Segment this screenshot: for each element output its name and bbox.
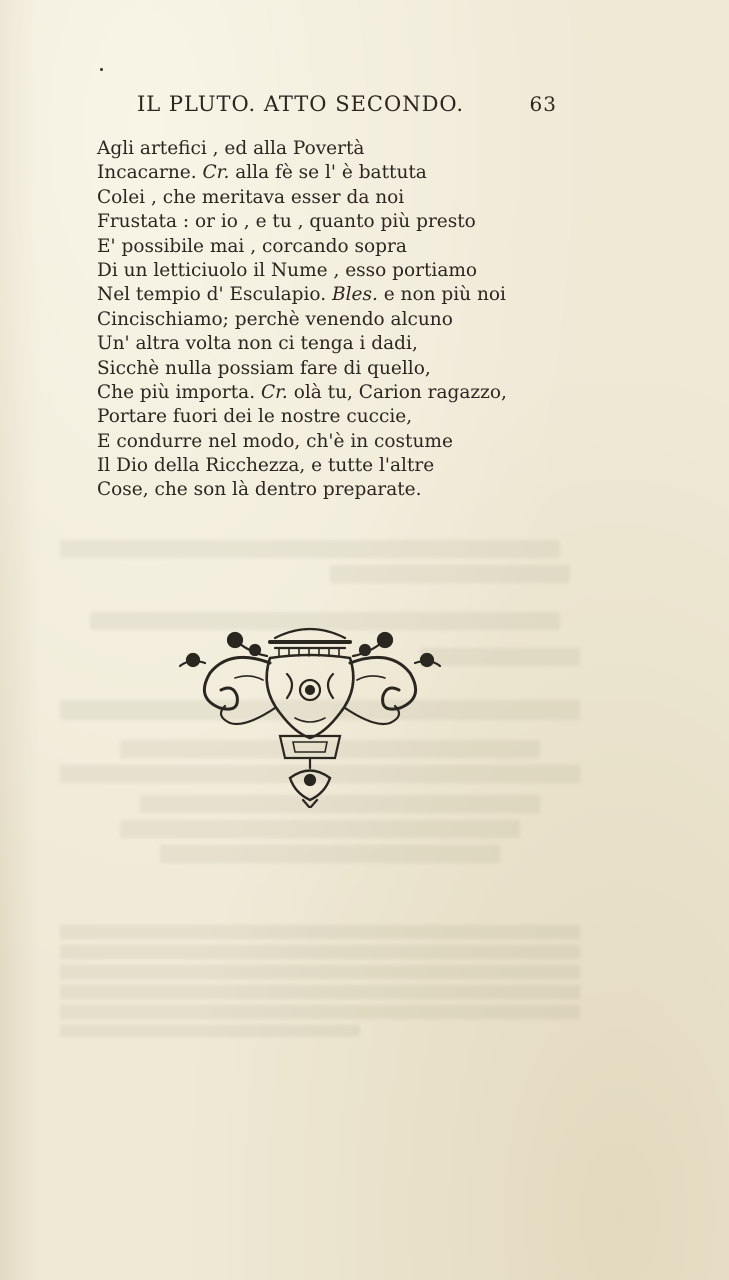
verse-text: Nel tempio d' Esculapio. xyxy=(97,284,332,306)
verse-text: Frustata : or io , e tu , quanto più presto xyxy=(97,211,476,233)
verse-block xyxy=(97,137,557,503)
verse-line xyxy=(97,381,557,405)
verse-text: olà tu, Carion ragazzo, xyxy=(287,381,507,403)
verse-line xyxy=(97,430,557,454)
verse-text: Sicchè nulla possiam fare di quello, xyxy=(97,357,431,379)
verse-text: Colei , che meritava esser da noi xyxy=(97,186,405,208)
verse-text: Cose, che son là dentro preparate. xyxy=(97,479,422,501)
verse-text: Il Dio della Ricchezza, e tutte l'altre xyxy=(97,455,435,477)
verse-line xyxy=(97,161,557,185)
verse-line xyxy=(97,259,557,283)
speaker-name: Bles. xyxy=(332,284,378,306)
verse-line xyxy=(97,308,557,332)
verse-text: E' possibile mai , corcando sopra xyxy=(97,235,407,257)
verse-line xyxy=(97,332,557,356)
page-number: 63 xyxy=(529,92,557,116)
speaker-name: Cr. xyxy=(260,381,288,403)
verse-line xyxy=(97,283,557,307)
verse-line xyxy=(97,478,557,502)
verse-text: Che più importa. xyxy=(97,381,261,403)
verse-text: Cincischiamo; perchè venendo alcuno xyxy=(97,308,453,330)
verse-line xyxy=(97,454,557,478)
verse-line xyxy=(97,405,557,429)
verse-text: e non più noi xyxy=(377,284,506,306)
verse-line xyxy=(97,186,557,210)
verse-text: Portare fuori dei le nostre cuccie, xyxy=(97,406,413,428)
verse-text: Di un letticiuolo il Nume , esso portiamo xyxy=(97,259,478,281)
running-head xyxy=(137,92,557,124)
speaker-name: Cr. xyxy=(202,162,230,184)
verse-text: Incacarne. xyxy=(97,162,203,184)
ink-speck xyxy=(100,68,103,71)
verse-text: Un' altra volta non ci tenga i dadi, xyxy=(97,333,418,355)
baroque-vase-ornament-icon xyxy=(175,618,445,808)
verse-line xyxy=(97,235,557,259)
verse-line xyxy=(97,210,557,234)
verse-line xyxy=(97,357,557,381)
verse-text: Agli artefici , ed alla Povertà xyxy=(97,138,365,159)
verse-line xyxy=(97,137,557,161)
verse-text: E condurre nel modo, ch'è in costume xyxy=(97,430,453,452)
verse-text: alla fè se l' è battuta xyxy=(229,162,427,184)
running-title: IL PLUTO. ATTO SECONDO. xyxy=(137,92,465,116)
